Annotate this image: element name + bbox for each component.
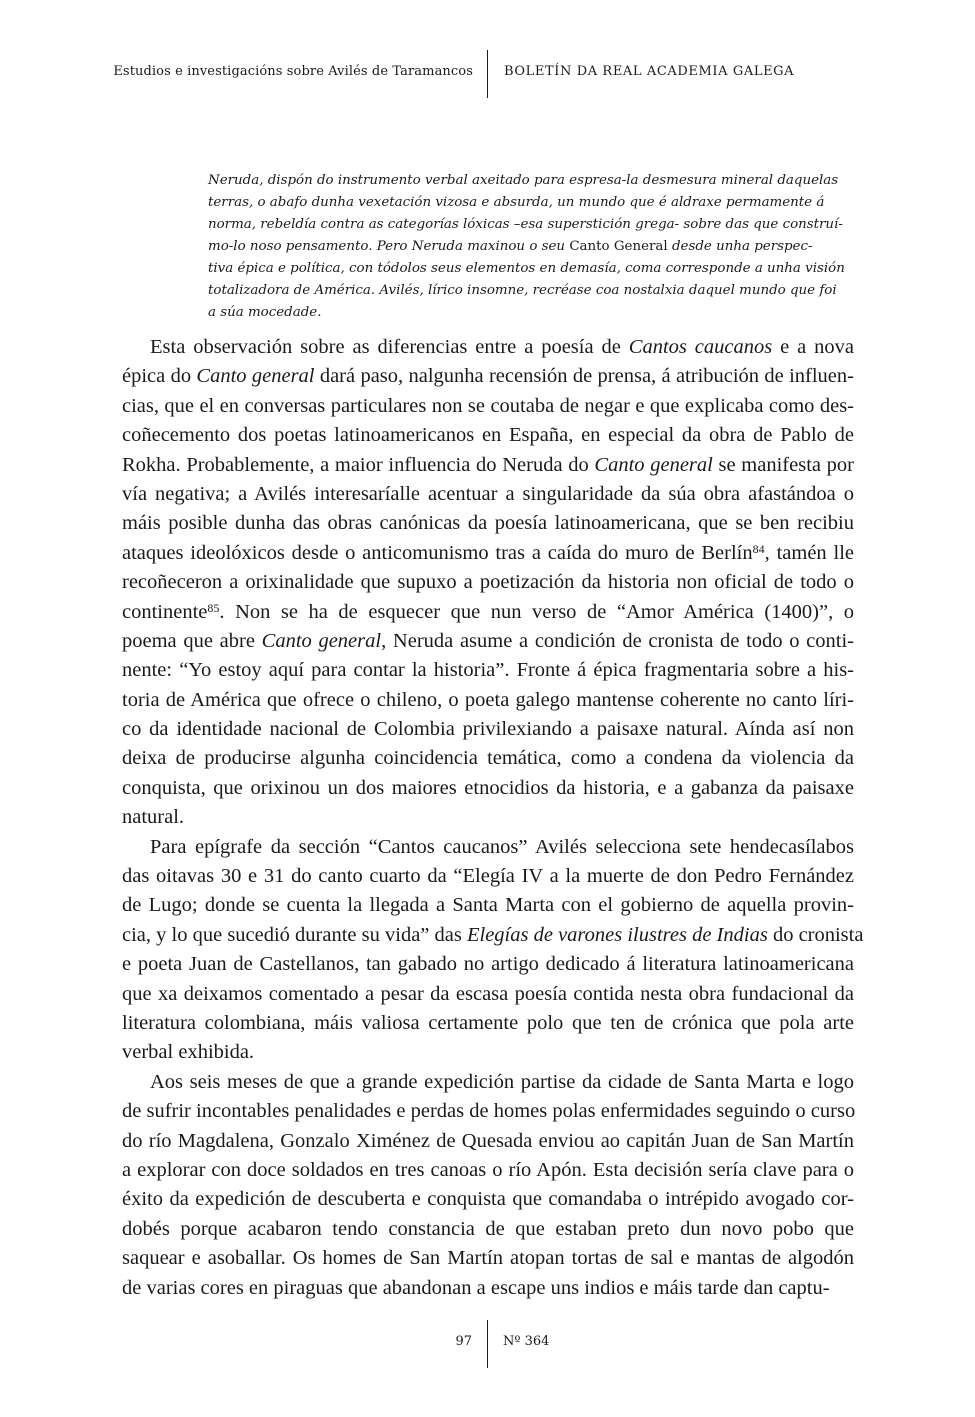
body-text-run: conquista, que orixinou un dos maiores etnocidios da historia, e a gabanza da paisaxe — [122, 776, 854, 799]
body-text-run: vía negativa; a Avilés interesaríalle acentuar a singularidade da súa obra afastándoa o — [122, 482, 854, 505]
footer-divider — [487, 1320, 488, 1368]
body-line — [122, 1127, 854, 1156]
body-line — [122, 1274, 854, 1303]
quote-line — [208, 302, 768, 324]
body-text-run: Rokha. Probablemente, a maior influencia do Neruda do — [122, 453, 595, 476]
body-text-run: cias, que el en conversas particulares non se coutaba de negar e que explicaba como des- — [122, 394, 854, 417]
header-divider — [487, 50, 488, 98]
body-text-run: épica do — [122, 365, 197, 388]
body-line — [122, 950, 854, 979]
body-text-run: toria de América que ofrece o chileno, o poeta galego mantense coherente no canto líri- — [122, 688, 854, 711]
quote-text: terras, o abafo dunha vexetación vizosa e absurda, un mundo que é aldraxe permamente á — [208, 195, 825, 210]
body-text-run: Aos seis meses de que a grande expedición partise da cidade de Santa Marta e logo — [150, 1070, 854, 1093]
quote-line — [208, 280, 837, 302]
running-header-title: Estudios e investigacións sobre Avilés de Taramancos — [113, 64, 473, 79]
body-line — [122, 568, 854, 597]
body-text-run: de Lugo; donde se cuenta la llegada a Santa Marta con el gobierno de aquella provin- — [122, 894, 854, 917]
body-line — [122, 803, 854, 832]
body-line — [122, 1038, 854, 1067]
body-text-run: , tamén lle — [764, 541, 854, 564]
body-text-run: dará paso, nalgunha recensión de prensa, á atribución de influen- — [314, 365, 854, 388]
body-text-run: coñecemento dos poetas latinoamericanos en España, en especial da obra de Pablo de — [122, 424, 854, 447]
quote-text: tiva épica e política, con tódolos seus elementos en demasía, coma corresponde a unha visión — [208, 261, 845, 276]
body-line — [122, 1009, 854, 1038]
quote-line — [208, 170, 839, 192]
page-number: 97 — [455, 1334, 472, 1349]
body-text-run: co da identidade nacional de Colombia privilexiando a paisaxe natural. Aínda así non — [122, 718, 854, 741]
body-line — [122, 921, 864, 950]
body-line — [122, 1215, 854, 1244]
body-line — [122, 1097, 854, 1126]
body-line — [122, 862, 854, 891]
body-text-run: se manifesta por — [712, 453, 855, 476]
quote-text: Neruda, dispón do instrumento verbal axeitado para espresa-la desmesura mineral daquelas — [208, 173, 839, 188]
body-text-run: do cronista — [767, 923, 864, 946]
work-title: Canto general — [594, 453, 713, 476]
body-text-run: nente: “Yo estoy aquí para contar la historia”. Fronte á épica fragmentaria sobre a his- — [122, 659, 854, 682]
body-line — [122, 480, 854, 509]
body-line — [122, 509, 854, 538]
body-line — [122, 539, 854, 568]
body-line — [122, 451, 854, 480]
quote-line — [208, 214, 843, 236]
body-line — [122, 421, 854, 450]
body-text-run: máis posible dunha das obras canónicas da poesía latinoamericana, que se ben recibiu — [122, 512, 854, 535]
body-text-run: e poeta Juan de Castellanos, tan gabado no artigo dedicado á literatura latinoamericana — [122, 953, 854, 976]
body-text-run: Para epígrafe da sección “Cantos caucanos” Avilés selecciona sete hendecasílabos — [150, 835, 854, 858]
body-line — [122, 333, 854, 362]
body-text-run: natural. — [122, 806, 185, 829]
body-line — [122, 774, 854, 803]
body-line — [122, 891, 854, 920]
body-text-run: recoñeceron a orixinalidade que supuxo a poetización da historia non oficial de todo o — [122, 571, 854, 594]
quote-text: totalizadora de América. Avilés, lírico insomne, recréase coa nostalxia daquel mundo que foi — [208, 283, 837, 298]
body-text-run: dobés porque acabaron tendo constancia de que estaban preto dun novo pobo que — [122, 1217, 854, 1240]
body-line — [122, 1244, 854, 1273]
body-line — [122, 1156, 854, 1185]
body-text-run: verbal exhibida. — [122, 1041, 255, 1064]
quote-text: a súa mocedade. — [208, 305, 322, 320]
body-text-run: deixa de producirse algunha coincidencia temática, como a condena da violencia da — [122, 747, 854, 770]
body-text-run: , Neruda asume a condición de cronista de todo o conti- — [381, 629, 854, 652]
body-line — [122, 1068, 854, 1097]
work-title: Elegías de varones ilustres de Indias — [466, 923, 768, 946]
body-line — [122, 656, 854, 685]
body-text — [122, 333, 864, 1303]
quote-title: Canto General — [569, 239, 668, 254]
footnote-reference: 85 — [207, 600, 220, 615]
body-line — [122, 392, 854, 421]
body-line — [122, 744, 854, 773]
quote-text: norma, rebeldía contra as categorías lóxicas –esa superstición grega- sobre das que construí- — [208, 217, 843, 232]
quote-line — [208, 192, 825, 214]
body-text-run: . Non se ha de esquecer que nun verso de “Amor América (1400)”, o — [219, 600, 854, 623]
block-quote — [208, 170, 845, 324]
work-title: Cantos caucanos — [628, 336, 773, 358]
body-text-run: ataques ideolóxicos desde o anticomunismo tras a caída do muro de Berlín — [122, 541, 753, 564]
issue-number: Nº 364 — [503, 1334, 550, 1349]
body-text-run: e a nova — [772, 336, 854, 358]
quote-text: desde unha perspec- — [667, 239, 813, 254]
body-text-run: literatura colombiana, máis valiosa certamente polo que ten de crónica que pola arte — [122, 1011, 854, 1034]
body-text-run: a explorar con doce soldados en tres canoas o río Apón. Esta decisión sería clave para o — [122, 1158, 854, 1181]
body-text-run: continente — [122, 600, 208, 623]
body-text-run: cia, y lo que sucedió durante su vida” das — [122, 923, 467, 946]
body-line — [122, 715, 854, 744]
body-line — [122, 362, 854, 391]
body-text-run: Esta observación sobre as diferencias entre a poesía de — [150, 336, 629, 358]
body-text-run: poema que abre — [122, 629, 262, 652]
body-line — [122, 833, 854, 862]
body-line — [122, 627, 854, 656]
work-title: Canto general — [196, 365, 315, 388]
body-line — [122, 980, 854, 1009]
body-text-run: das oitavas 30 e 31 do canto cuarto da “Elegía IV a la muerte de don Pedro Fernández — [122, 865, 854, 888]
quote-text: mo-lo noso pensamento. Pero Neruda maxinou o seu — [208, 239, 570, 254]
footnote-reference: 84 — [752, 541, 765, 556]
body-text-run: de varias cores en piraguas que abandonan a escape uns indios e máis tarde dan captu- — [122, 1276, 830, 1299]
body-line — [122, 598, 854, 627]
quote-line — [208, 236, 813, 258]
body-line — [122, 1185, 854, 1214]
body-text-run: do río Magdalena, Gonzalo Ximénez de Quesada enviou ao capitán Juan de San Martín — [122, 1129, 854, 1152]
running-header-journal: BOLETÍN DA REAL ACADEMIA GALEGA — [504, 64, 795, 79]
body-line — [122, 686, 854, 715]
body-text-run: éxito da expedición de descuberta e conquista que comandaba o intrépido avogado cor- — [122, 1188, 854, 1211]
body-text-run: saquear e asoballar. Os homes de San Martín atopan tortas de sal e mantas de algodón — [122, 1247, 854, 1270]
body-text-run: de sufrir incontables penalidades e perdas de homes polas enfermidades seguindo o curso — [122, 1100, 856, 1123]
quote-line — [208, 258, 845, 280]
work-title: Canto general — [261, 629, 382, 652]
body-text-run: que xa deixamos comentado a pesar da escasa poesía contida nesta obra fundacional da — [122, 982, 854, 1005]
